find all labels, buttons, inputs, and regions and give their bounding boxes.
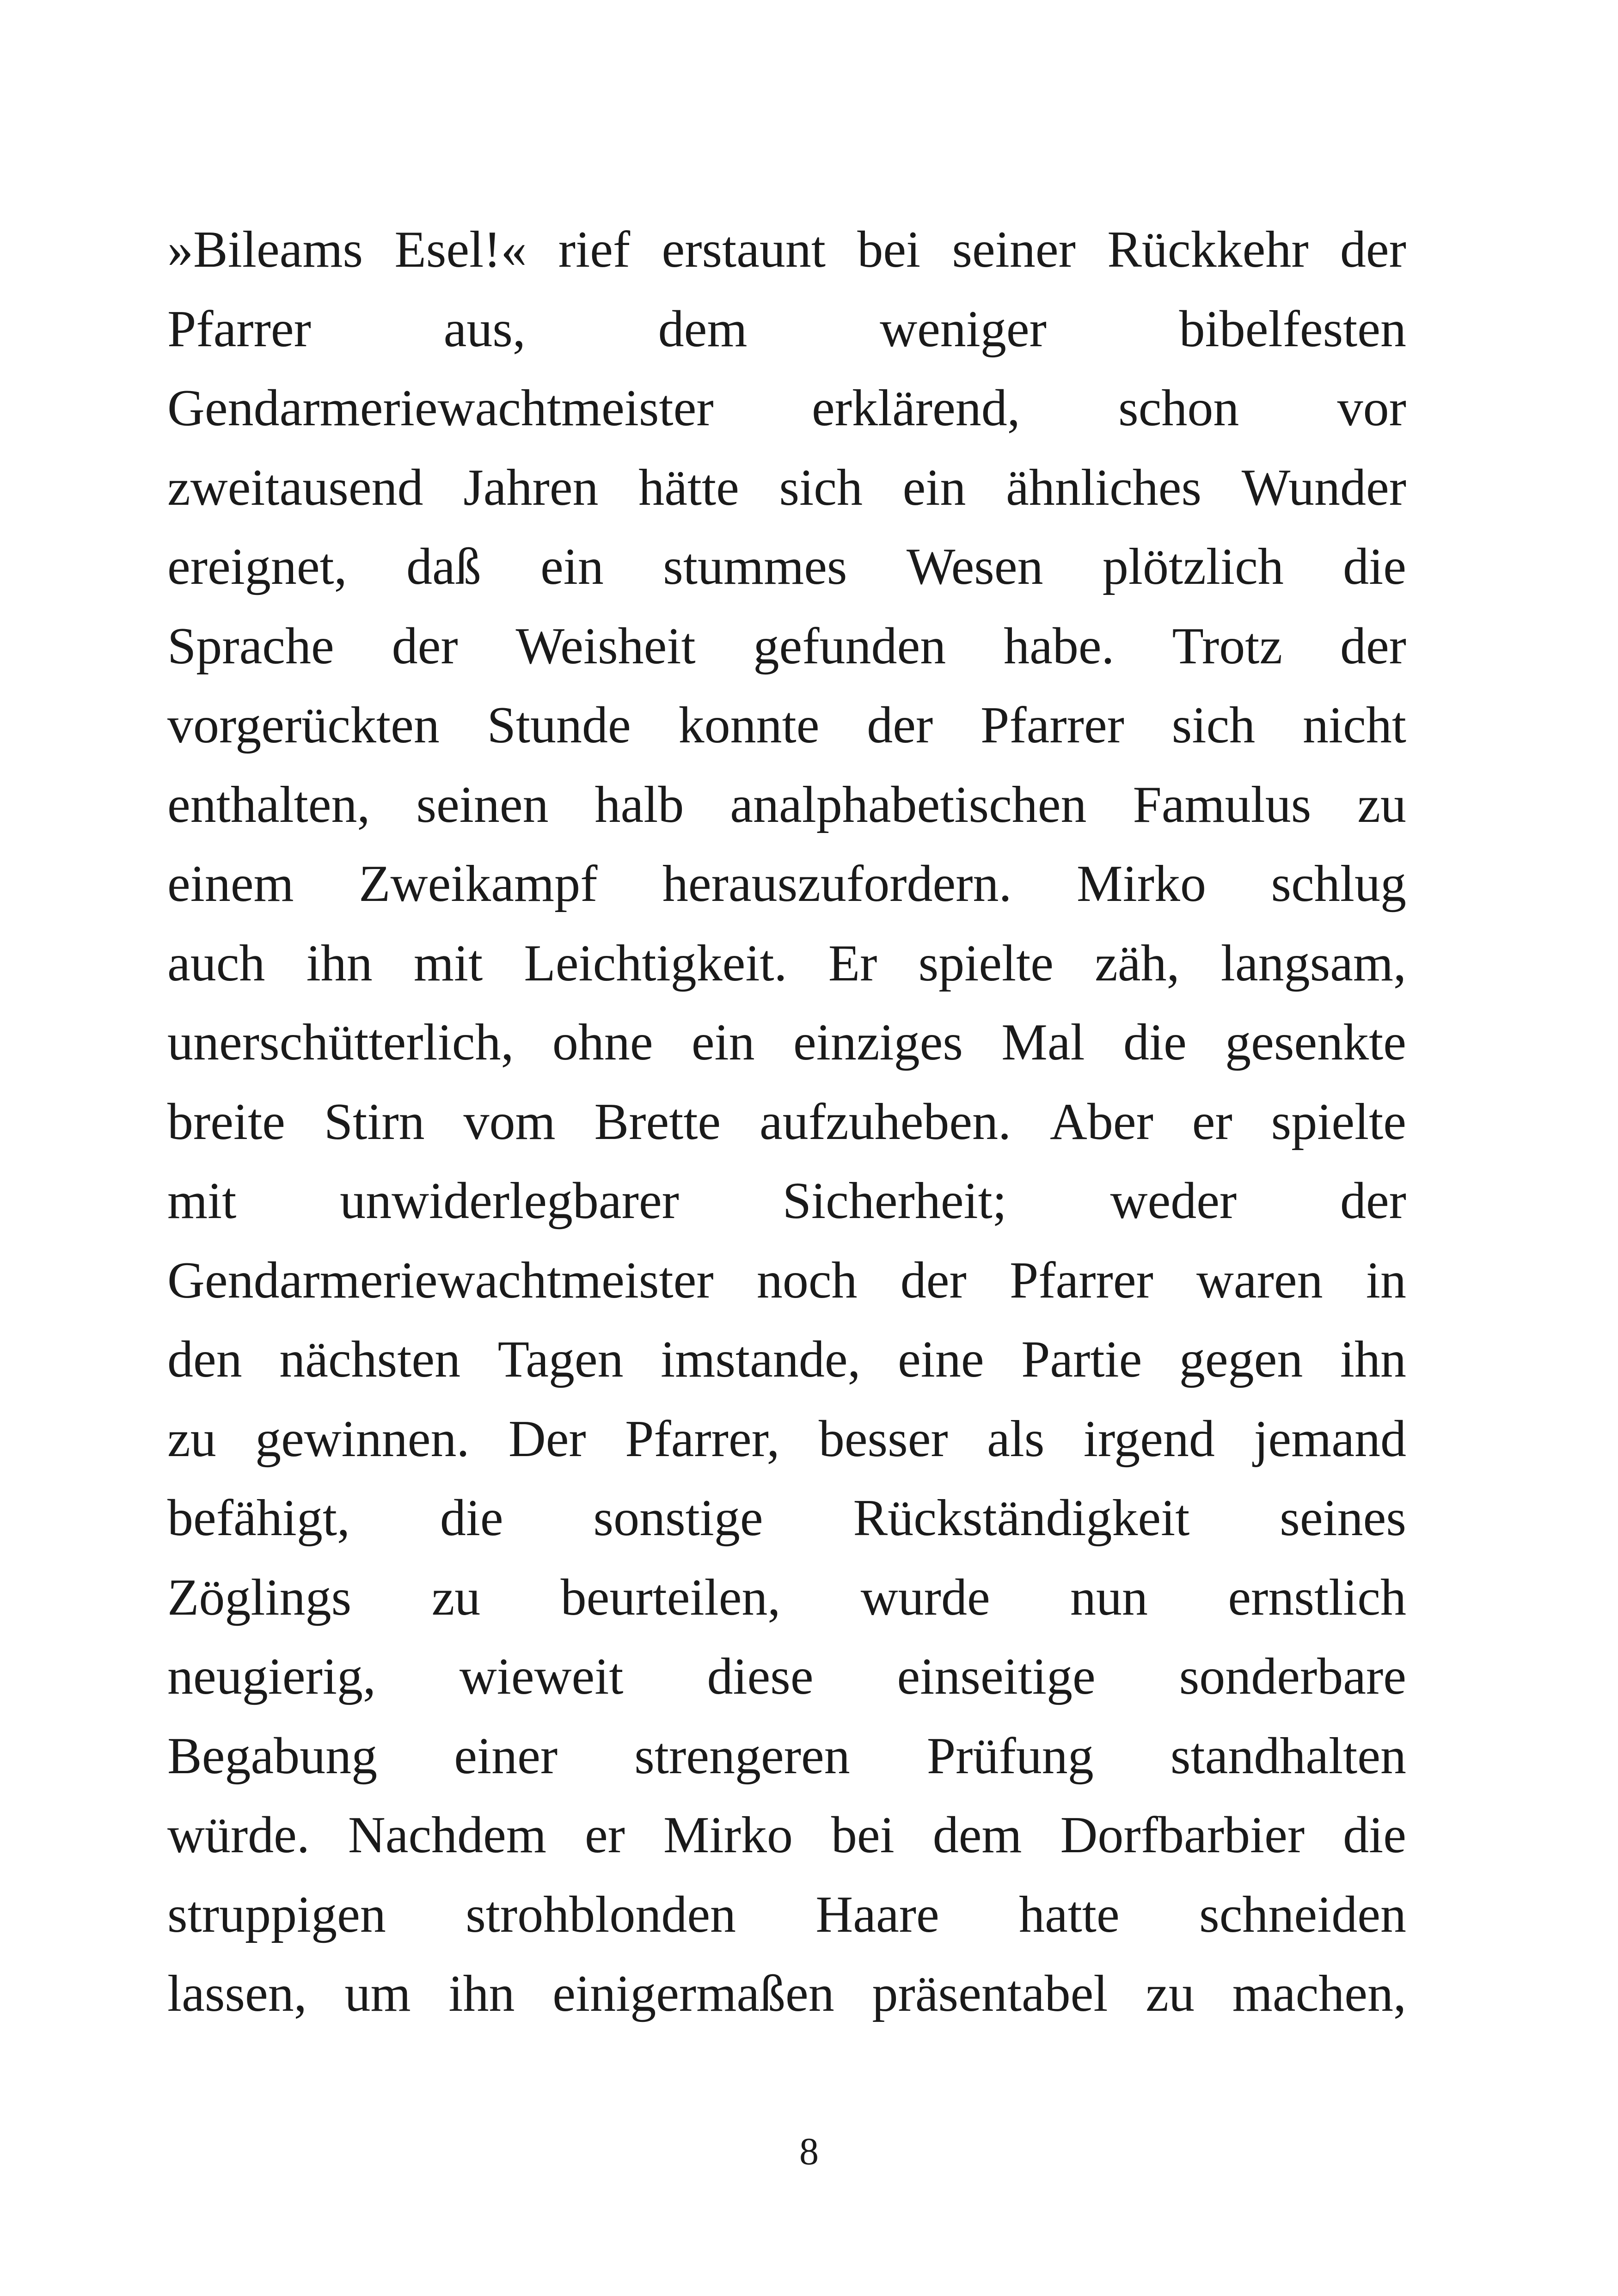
word: gefunden (753, 617, 946, 675)
word: »Bileams (167, 221, 363, 278)
word: zu (167, 1410, 216, 1468)
word: einziges (793, 1014, 963, 1071)
word: Tagen (497, 1331, 624, 1388)
word: ereignet, (167, 538, 347, 595)
word: vorgerückten (167, 697, 440, 754)
word: vom (463, 1093, 556, 1151)
word: befähigt, (167, 1489, 350, 1547)
word: stummes (663, 538, 847, 595)
word: Mal (1001, 1014, 1085, 1071)
word: breite (167, 1093, 285, 1151)
text-line (167, 1162, 1406, 1241)
word: Dorfbarbier (1060, 1806, 1305, 1864)
word: diese (707, 1648, 814, 1705)
text-line (167, 1400, 1406, 1479)
word: ihn (1340, 1331, 1406, 1388)
word: ernstlich (1228, 1568, 1406, 1626)
word: die (440, 1489, 503, 1547)
text-line (167, 1954, 1406, 2034)
text-line (167, 1558, 1406, 1638)
word: Weisheit (515, 617, 696, 675)
text-line (167, 1796, 1406, 1875)
word: sonstige (593, 1489, 763, 1547)
word: schneiden (1199, 1886, 1406, 1943)
word: dem (658, 300, 748, 358)
text-line (167, 369, 1406, 448)
word: habe. (1004, 617, 1115, 675)
word: Wesen (906, 538, 1043, 595)
word: waren (1196, 1251, 1323, 1309)
word: seines (1280, 1489, 1406, 1547)
word: Sicherheit; (782, 1172, 1007, 1230)
word: Haare (815, 1886, 939, 1943)
word: Nachdem (348, 1806, 546, 1864)
text-line (167, 1320, 1406, 1400)
word: einigermaßen (552, 1965, 834, 2022)
word: daß (406, 538, 481, 595)
word: in (1366, 1251, 1406, 1309)
word: gewinnen. (255, 1410, 470, 1468)
word: unwiderlegbarer (340, 1172, 679, 1230)
word: ihn (306, 934, 373, 992)
word: strengeren (634, 1727, 850, 1785)
word: aus, (443, 300, 526, 358)
word: die (1343, 538, 1406, 595)
word: spielte (1271, 1093, 1406, 1151)
text-line (167, 1003, 1406, 1083)
word: Leichtigkeit. (524, 934, 787, 992)
word: lassen, (167, 1965, 307, 2022)
word: bibelfesten (1179, 300, 1406, 358)
word: Rückständigkeit (853, 1489, 1190, 1547)
word: ohne (552, 1014, 653, 1071)
word: Mirko (663, 1806, 793, 1864)
text-line (167, 1717, 1406, 1796)
word: rief (558, 221, 631, 278)
word: um (344, 1965, 411, 2022)
word: zu (431, 1568, 481, 1626)
word: Pfarrer, (625, 1410, 780, 1468)
word: er (1192, 1093, 1232, 1151)
word: Sprache (167, 617, 334, 675)
word: präsentabel (872, 1965, 1108, 2022)
word: irgend (1083, 1410, 1215, 1468)
word: gegen (1179, 1331, 1303, 1388)
word: Trotz (1172, 617, 1283, 675)
word: Gendarmeriewachtmeister (167, 1251, 714, 1309)
text-line (167, 290, 1406, 369)
word: noch (756, 1251, 858, 1309)
word: zu (1357, 776, 1406, 833)
word: dem (932, 1806, 1022, 1864)
word: Rückkehr (1107, 221, 1309, 278)
word: der (900, 1251, 967, 1309)
word: nun (1070, 1568, 1148, 1626)
word: Zweikampf (359, 855, 598, 912)
word: einseitige (897, 1648, 1096, 1705)
word: sich (779, 459, 863, 516)
word: die (1123, 1014, 1187, 1071)
word: der (392, 617, 458, 675)
word: Jahren (463, 459, 599, 516)
text-line (167, 1637, 1406, 1717)
word: bei (857, 221, 921, 278)
word: besser (818, 1410, 948, 1468)
word: aufzuheben. (760, 1093, 1011, 1151)
word: Pfarrer (167, 300, 311, 358)
word: einem (167, 855, 294, 912)
word: zweitausend (167, 459, 423, 516)
word: jemand (1254, 1410, 1406, 1468)
word: zu (1146, 1965, 1195, 2022)
word: imstande, (661, 1331, 861, 1388)
word: Brette (594, 1093, 721, 1151)
text-line (167, 845, 1406, 924)
word: mit (413, 934, 483, 992)
word: Der (508, 1410, 586, 1468)
text-line (167, 686, 1406, 765)
word: Aber (1050, 1093, 1153, 1151)
word: würde. (167, 1806, 310, 1864)
word: erklärend, (811, 380, 1020, 437)
word: weder (1110, 1172, 1237, 1230)
text-line (167, 765, 1406, 845)
word: hätte (638, 459, 739, 516)
word: einer (454, 1727, 558, 1785)
page-number: 8 (799, 2130, 819, 2173)
word: seiner (952, 221, 1076, 278)
word: herauszufordern. (662, 855, 1012, 912)
word: Stunde (487, 697, 631, 754)
text-line (167, 1083, 1406, 1162)
word: Esel!« (394, 221, 527, 278)
word: nicht (1303, 697, 1406, 754)
word: eine (898, 1331, 984, 1388)
word: enthalten, (167, 776, 370, 833)
word: wieweit (459, 1648, 624, 1705)
text-line (167, 924, 1406, 1004)
word: strohblonden (466, 1886, 736, 1943)
word: Gendarmeriewachtmeister (167, 380, 714, 437)
word: Er (828, 934, 877, 992)
word: Begabung (167, 1727, 378, 1785)
word: Mirko (1077, 855, 1207, 912)
word: neugierig, (167, 1648, 376, 1705)
text-line (167, 527, 1406, 607)
word: Pfarrer (1009, 1251, 1153, 1309)
word: gesenkte (1225, 1014, 1406, 1071)
word: der (1340, 1172, 1406, 1230)
word: Famulus (1133, 776, 1312, 833)
text-line (167, 1875, 1406, 1955)
word: erstaunt (662, 221, 826, 278)
word: den (167, 1331, 242, 1388)
word: ein (902, 459, 966, 516)
word: der (1340, 617, 1406, 675)
word: unerschütterlich, (167, 1014, 514, 1071)
word: schlug (1271, 855, 1406, 912)
word: bei (831, 1806, 895, 1864)
word: langsam, (1220, 934, 1406, 992)
word: Partie (1021, 1331, 1142, 1388)
word: Pfarrer (981, 697, 1124, 754)
word: konnte (678, 697, 820, 754)
text-line (167, 1241, 1406, 1321)
word: Stirn (324, 1093, 425, 1151)
word: beurteilen, (560, 1568, 781, 1626)
word: standhalten (1170, 1727, 1406, 1785)
word: seinen (416, 776, 549, 833)
word: mit (167, 1172, 237, 1230)
word: plötzlich (1102, 538, 1284, 595)
text-line (167, 1479, 1406, 1558)
text-line (167, 607, 1406, 686)
word: Prüfung (926, 1727, 1094, 1785)
word: ihn (448, 1965, 515, 2022)
word: ein (691, 1014, 755, 1071)
word: hatte (1019, 1886, 1120, 1943)
word: analphabetischen (730, 776, 1087, 833)
word: schon (1118, 380, 1239, 437)
body-text (167, 210, 1406, 2034)
word: zäh, (1095, 934, 1180, 992)
word: auch (167, 934, 265, 992)
word: ähnliches (1006, 459, 1202, 516)
word: halb (594, 776, 684, 833)
word: spielte (918, 934, 1054, 992)
word: weniger (880, 300, 1047, 358)
word: nächsten (279, 1331, 461, 1388)
word: der (867, 697, 933, 754)
word: sonderbare (1179, 1648, 1406, 1705)
word: machen, (1232, 1965, 1406, 2022)
word: vor (1337, 380, 1406, 437)
text-line (167, 210, 1406, 290)
word: ein (540, 538, 604, 595)
word: sich (1171, 697, 1256, 754)
word: struppigen (167, 1886, 386, 1943)
word: Zöglings (167, 1568, 352, 1626)
word: wurde (860, 1568, 990, 1626)
word: er (584, 1806, 625, 1864)
word: als (987, 1410, 1045, 1468)
word: Wunder (1241, 459, 1406, 516)
word: der (1340, 221, 1406, 278)
text-line (167, 448, 1406, 528)
word: die (1343, 1806, 1406, 1864)
